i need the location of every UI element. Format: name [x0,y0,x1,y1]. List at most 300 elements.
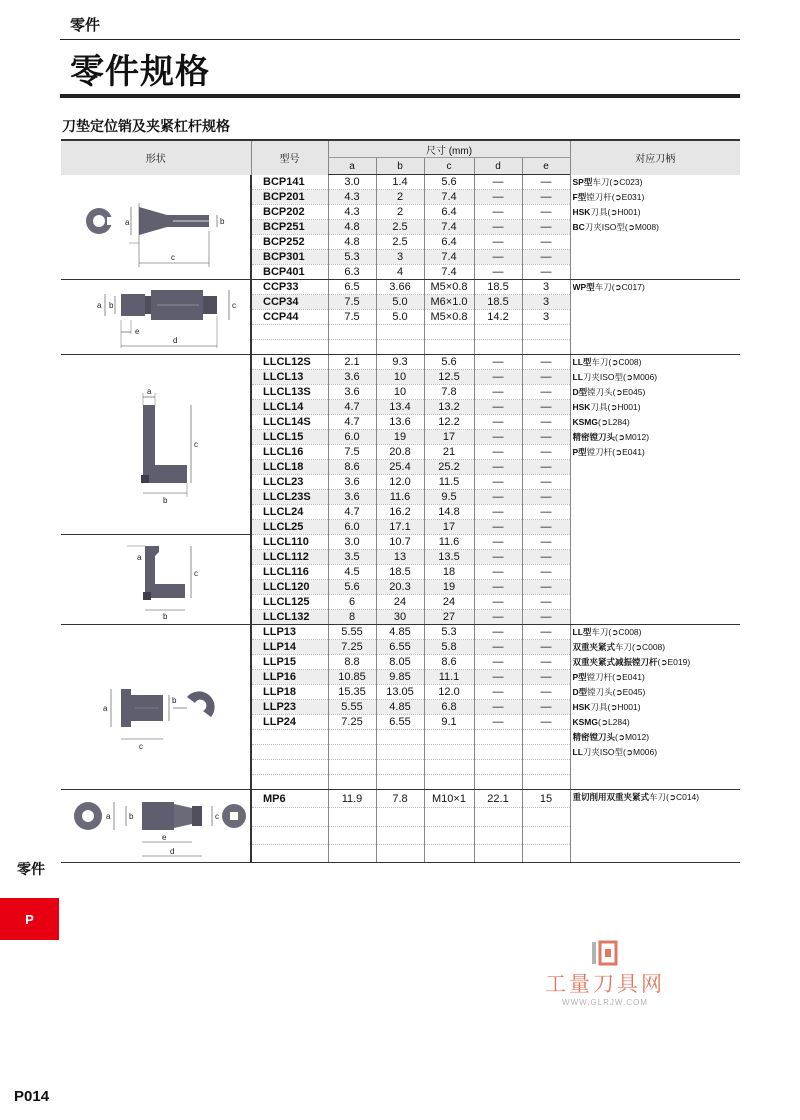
holder-type-name: SP型 [572,176,593,187]
dim-a-cell [328,730,376,745]
dim-d-cell: — [474,460,522,475]
dim-d-cell: — [474,580,522,595]
dim-c-cell: 5.3 [424,625,474,640]
dim-a-cell: 10.85 [328,670,376,685]
compatible-holder-item[interactable] [573,700,741,715]
model-cell: BCP401 [251,265,328,280]
dim-d-cell: 18.5 [474,295,522,310]
dim-d-cell [474,844,522,862]
side-section-label: 零件 [17,862,45,878]
table-row [61,790,740,808]
dim-c-cell: 7.4 [424,250,474,265]
header-b: b [376,158,424,175]
watermark-url: WWW.GLRJW.COM [562,998,648,1007]
model-cell: LLP14 [251,640,328,655]
dim-label-a: a [124,217,129,227]
holder-type-name: LL [572,747,583,757]
dim-e-cell [522,325,570,340]
dim-d-cell: — [474,520,522,535]
dim-b-cell [376,325,424,340]
dim-b-cell: 9.3 [376,355,424,370]
dim-d-cell: — [474,400,522,415]
dim-d-cell: — [474,715,522,730]
dim-a-cell: 4.3 [328,190,376,205]
shape-cell-mp [61,790,251,863]
header-dimensions: 尺寸 (mm) [328,140,570,158]
compatible-holders-cell [570,790,740,863]
dim-c-cell: 5.6 [424,355,474,370]
dim-e-cell [522,745,570,760]
compatible-holders-cell [570,355,740,625]
dim-c-cell: 12.5 [424,370,474,385]
dim-a-cell: 11.9 [328,790,376,808]
dim-c-cell: M5×0.8 [424,310,474,325]
dim-a-cell: 3.5 [328,550,376,565]
model-cell: LLCL110 [251,535,328,550]
dim-e-cell [522,808,570,826]
dim-e-cell: — [522,190,570,205]
dim-d-cell: — [474,640,522,655]
dim-b-cell: 25.4 [376,460,424,475]
dim-d-cell: — [474,610,522,625]
dim-c-cell: 5.6 [424,175,474,190]
side-tab-p[interactable]: P [0,898,59,940]
compatible-holder-item[interactable] [573,190,741,205]
model-cell: BCP201 [251,190,328,205]
dim-c-cell: M5×0.8 [424,280,474,295]
holder-type-name: 精密镗刀头 [572,432,616,442]
dim-c-cell: 12.0 [424,685,474,700]
dim-b-cell [376,730,424,745]
dim-a-cell: 5.3 [328,250,376,265]
shape-cell-bcp [61,175,251,280]
model-cell: LLCL18 [251,460,328,475]
holder-type-name: 重切削用双重夹紧式 [572,792,650,802]
dim-d-cell: — [474,535,522,550]
dim-b-cell: 24 [376,595,424,610]
shape-cell-llcl [61,355,251,535]
dim-label-a: a [105,812,110,821]
dim-a-cell: 15.35 [328,685,376,700]
compatible-holder-item[interactable] [573,415,741,430]
model-cell: LLCL14S [251,415,328,430]
dim-a-cell: 5.55 [328,700,376,715]
dim-a-cell [328,745,376,760]
dim-label-c: c [193,568,198,578]
holder-type-name: 精密镗刀头 [572,732,616,742]
dim-b-cell: 12.0 [376,475,424,490]
compatible-holder-item[interactable] [573,730,741,745]
model-cell: CCP34 [251,295,328,310]
holder-type-name: LL型 [572,357,592,367]
dim-a-cell: 4.3 [328,205,376,220]
dim-e-cell [522,826,570,844]
compatible-holder-item[interactable] [573,655,741,670]
dim-a-cell [328,340,376,355]
model-cell: BCP251 [251,220,328,235]
compatible-holder-item[interactable] [573,685,741,700]
holder-type-reference: 车刀(➲C023) [592,176,643,187]
holder-type-name: LL型 [572,627,592,637]
dim-c-cell: 27 [424,610,474,625]
dim-c-cell: 21 [424,445,474,460]
dim-c-cell [424,808,474,826]
holder-type-name: P型 [572,672,587,682]
dim-c-cell: 17 [424,520,474,535]
model-cell: LLCL116 [251,565,328,580]
dim-b-cell: 11.6 [376,490,424,505]
dim-a-cell: 3.0 [328,175,376,190]
model-cell: LLP24 [251,715,328,730]
dim-c-cell: 9.1 [424,715,474,730]
dim-c-cell [424,826,474,844]
dim-e-cell: — [522,565,570,580]
holder-type-name: 双重夹紧式 [572,642,616,652]
dim-label-c: c [138,742,143,751]
holder-type-name: KSMG [572,717,598,727]
dim-d-cell: 22.1 [474,790,522,808]
dim-a-cell: 6.3 [328,265,376,280]
dim-b-cell: 3 [376,250,424,265]
dim-e-cell: — [522,640,570,655]
dim-label-b: b [108,301,113,310]
dim-c-cell [424,745,474,760]
dim-label-b: b [162,611,167,621]
shape-cell-llp [61,625,251,790]
model-cell: BCP141 [251,175,328,190]
table-row [61,355,740,370]
page-title: 零件规格 [70,52,210,92]
holder-type-name: D型 [572,687,588,697]
dim-e-cell: — [522,250,570,265]
dim-b-cell: 2 [376,205,424,220]
section-category: 零件 [70,16,101,34]
dim-e-cell: — [522,670,570,685]
dim-c-cell: M6×1.0 [424,295,474,310]
dim-a-cell: 8.6 [328,460,376,475]
dim-e-cell: — [522,715,570,730]
dim-e-cell [522,730,570,745]
dim-c-cell: 8.6 [424,655,474,670]
dim-a-cell: 6.0 [328,430,376,445]
dim-label-e: e [161,833,166,842]
dim-c-cell: 13.5 [424,550,474,565]
dim-b-cell: 9.85 [376,670,424,685]
dim-a-cell [328,808,376,826]
dim-c-cell: 14.8 [424,505,474,520]
dim-c-cell [424,844,474,862]
dim-d-cell: — [474,205,522,220]
llcl1-lever-diagram [71,538,241,622]
dim-e-cell: — [522,610,570,625]
dim-d-cell: — [474,385,522,400]
holder-type-name: 双重夹紧式减振镗刀杆 [572,657,658,667]
dim-d-cell: — [474,415,522,430]
dim-d-cell: — [474,370,522,385]
dim-d-cell: — [474,505,522,520]
dim-b-cell: 5.0 [376,295,424,310]
dim-e-cell: — [522,595,570,610]
dim-a-cell: 3.6 [328,475,376,490]
compatible-holder-item[interactable] [573,355,741,370]
dim-label-a: a [102,704,107,713]
dim-e-cell: — [522,460,570,475]
dim-d-cell: — [474,430,522,445]
model-cell: LLCL23 [251,475,328,490]
compatible-holder-item[interactable] [573,715,741,730]
dim-d-cell [474,760,522,775]
dim-a-cell: 3.6 [328,370,376,385]
dim-d-cell: — [474,685,522,700]
dim-c-cell: 5.8 [424,640,474,655]
dim-c-cell: 17 [424,430,474,445]
dim-e-cell: — [522,355,570,370]
dim-d-cell [474,325,522,340]
dim-d-cell: — [474,235,522,250]
dim-b-cell: 2.5 [376,235,424,250]
holder-type-name: LL [572,372,583,382]
holder-type-name: D型 [572,387,588,397]
dim-c-cell: 9.5 [424,490,474,505]
holder-type-reference: (➲M012) [615,732,650,742]
dim-c-cell: 25.2 [424,460,474,475]
title-rule [60,94,740,98]
dim-label-c: c [214,812,219,821]
holder-type-name: BC [572,221,585,232]
dim-c-cell: 7.4 [424,265,474,280]
compatible-holder-item[interactable] [573,445,741,460]
compatible-holder-item[interactable] [573,430,741,445]
compatible-holder-item[interactable] [573,670,741,685]
header-e: e [522,158,570,175]
model-cell [251,760,328,775]
dim-c-cell: M10×1 [424,790,474,808]
dim-a-cell: 3.6 [328,490,376,505]
header-c: c [424,158,474,175]
model-cell: LLCL12S [251,355,328,370]
holder-type-reference: 车刀(➲C017) [594,282,645,292]
table-row [61,175,740,190]
holder-type-reference: 车刀(➲C008) [591,627,642,637]
dim-a-cell: 7.5 [328,445,376,460]
dim-e-cell: 3 [522,310,570,325]
holder-type-reference: 镗刀杆(➲E031) [586,191,645,202]
dim-c-cell: 6.4 [424,205,474,220]
model-cell [251,745,328,760]
model-cell [251,808,328,826]
model-cell: LLP13 [251,625,328,640]
dim-c-cell: 11.5 [424,475,474,490]
dim-c-cell [424,760,474,775]
model-cell: MP6 [251,790,328,808]
dim-c-cell: 18 [424,565,474,580]
dim-e-cell: — [522,490,570,505]
dim-d-cell: — [474,490,522,505]
holder-type-reference: (➲M012) [615,432,650,442]
model-cell: LLCL15 [251,430,328,445]
watermark-text: 工量刀具网 [545,972,665,996]
dim-b-cell: 17.1 [376,520,424,535]
dim-e-cell: — [522,535,570,550]
compatible-holder-item[interactable] [573,790,741,805]
model-cell: LLP18 [251,685,328,700]
compatible-holders-cell [570,280,740,355]
dim-label-c: c [231,301,236,310]
holder-type-name: HSK [572,206,591,217]
dim-d-cell: — [474,700,522,715]
holder-type-reference: 镗刀杆(➲E041) [586,672,645,682]
dim-c-cell: 12.2 [424,415,474,430]
model-cell: LLCL25 [251,520,328,535]
dim-a-cell: 6.0 [328,520,376,535]
dim-b-cell: 4.85 [376,700,424,715]
dim-e-cell: — [522,550,570,565]
dim-b-cell [376,844,424,862]
dim-e-cell: — [522,235,570,250]
dim-d-cell: 14.2 [474,310,522,325]
dim-label-c: c [170,252,175,262]
compatible-holder-item[interactable] [573,220,741,235]
model-cell [251,844,328,862]
dim-d-cell: — [474,625,522,640]
dim-b-cell [376,745,424,760]
compatible-holder-item[interactable] [573,175,741,190]
model-cell: CCP44 [251,310,328,325]
header-compatible: 对应刀柄 [570,140,740,175]
compatible-holder-item[interactable] [573,625,741,640]
dim-e-cell: — [522,430,570,445]
dim-e-cell: 3 [522,280,570,295]
dim-d-cell [474,340,522,355]
parts-spec-table [61,139,740,863]
dim-a-cell: 4.7 [328,415,376,430]
dim-label-d: d [169,847,174,856]
dim-label-b: b [171,696,176,705]
dim-e-cell: — [522,625,570,640]
dim-a-cell: 4.5 [328,565,376,580]
dim-e-cell: — [522,400,570,415]
dim-d-cell: — [474,670,522,685]
dim-a-cell: 8 [328,610,376,625]
holder-type-reference: 镗刀头(➲E045) [587,387,646,397]
dim-b-cell [376,808,424,826]
holder-type-reference: 刀具(➲H001) [590,206,641,217]
dim-c-cell: 13.2 [424,400,474,415]
compatible-holder-item[interactable] [573,205,741,220]
dim-label-d: d [172,336,177,345]
dim-b-cell [376,340,424,355]
dim-c-cell: 11.6 [424,535,474,550]
dim-e-cell [522,775,570,790]
dim-c-cell: 6.4 [424,235,474,250]
dim-e-cell: — [522,685,570,700]
shape-cell-llcl [61,535,251,625]
holder-type-name: F型 [572,191,587,202]
holder-type-reference: 刀夹ISO型(➲M006) [582,372,658,382]
dim-d-cell: — [474,355,522,370]
dim-e-cell: — [522,655,570,670]
dim-c-cell [424,775,474,790]
llcl-lever-diagram [71,385,241,505]
dim-label-b: b [219,216,224,226]
header-a: a [328,158,376,175]
dim-b-cell: 10.7 [376,535,424,550]
holder-type-reference: 镗刀杆(➲E041) [586,447,645,457]
dim-label-a: a [96,301,101,310]
holder-type-reference: 刀夹ISO型(➲M008) [584,221,659,232]
dim-e-cell: — [522,580,570,595]
model-cell: LLCL14 [251,400,328,415]
compatible-holder-item[interactable] [573,280,741,295]
holder-type-reference: 车刀(➲C008) [615,642,666,652]
dim-e-cell: — [522,265,570,280]
dim-b-cell: 1.4 [376,175,424,190]
dim-a-cell [328,844,376,862]
dim-b-cell: 18.5 [376,565,424,580]
dim-b-cell: 6.55 [376,640,424,655]
compatible-holder-item[interactable] [573,400,741,415]
compatible-holder-item[interactable] [573,640,741,655]
dim-e-cell [522,340,570,355]
dim-b-cell: 5.0 [376,310,424,325]
page-number: P014 [14,1088,50,1105]
dim-a-cell: 3.0 [328,535,376,550]
model-cell: LLCL13 [251,370,328,385]
dim-e-cell: — [522,445,570,460]
compatible-holder-item[interactable] [573,745,741,760]
watermark-logo-icon [590,940,620,966]
dim-e-cell: — [522,370,570,385]
dim-e-cell [522,844,570,862]
compatible-holder-item[interactable] [573,385,741,400]
model-cell: LLP16 [251,670,328,685]
holder-type-reference: 镗刀头(➲E045) [587,687,646,697]
model-cell [251,775,328,790]
dim-b-cell: 13.05 [376,685,424,700]
dim-a-cell [328,760,376,775]
dim-a-cell: 5.6 [328,580,376,595]
dim-a-cell [328,826,376,844]
dim-b-cell: 7.8 [376,790,424,808]
dim-d-cell [474,826,522,844]
dim-e-cell: — [522,700,570,715]
dim-d-cell: — [474,250,522,265]
header-d: d [474,158,522,175]
dim-label-a: a [136,552,141,562]
holder-type-name: HSK [572,702,591,712]
dim-e-cell: — [522,505,570,520]
holder-type-reference: 车刀(➲C008) [591,357,642,367]
compatible-holder-item[interactable] [573,370,741,385]
dim-label-a: a [146,386,151,396]
model-cell: LLCL24 [251,505,328,520]
table-row [61,280,740,295]
dim-b-cell: 6.55 [376,715,424,730]
dim-a-cell: 5.55 [328,625,376,640]
dim-a-cell: 6 [328,595,376,610]
dim-e-cell: 3 [522,295,570,310]
dim-d-cell [474,808,522,826]
header-model: 型号 [251,140,328,175]
dim-a-cell: 7.5 [328,310,376,325]
dim-d-cell [474,745,522,760]
dim-b-cell: 16.2 [376,505,424,520]
table-row [61,625,740,640]
dim-d-cell: — [474,565,522,580]
dim-c-cell [424,325,474,340]
dim-a-cell: 6.5 [328,280,376,295]
dim-b-cell: 13.6 [376,415,424,430]
